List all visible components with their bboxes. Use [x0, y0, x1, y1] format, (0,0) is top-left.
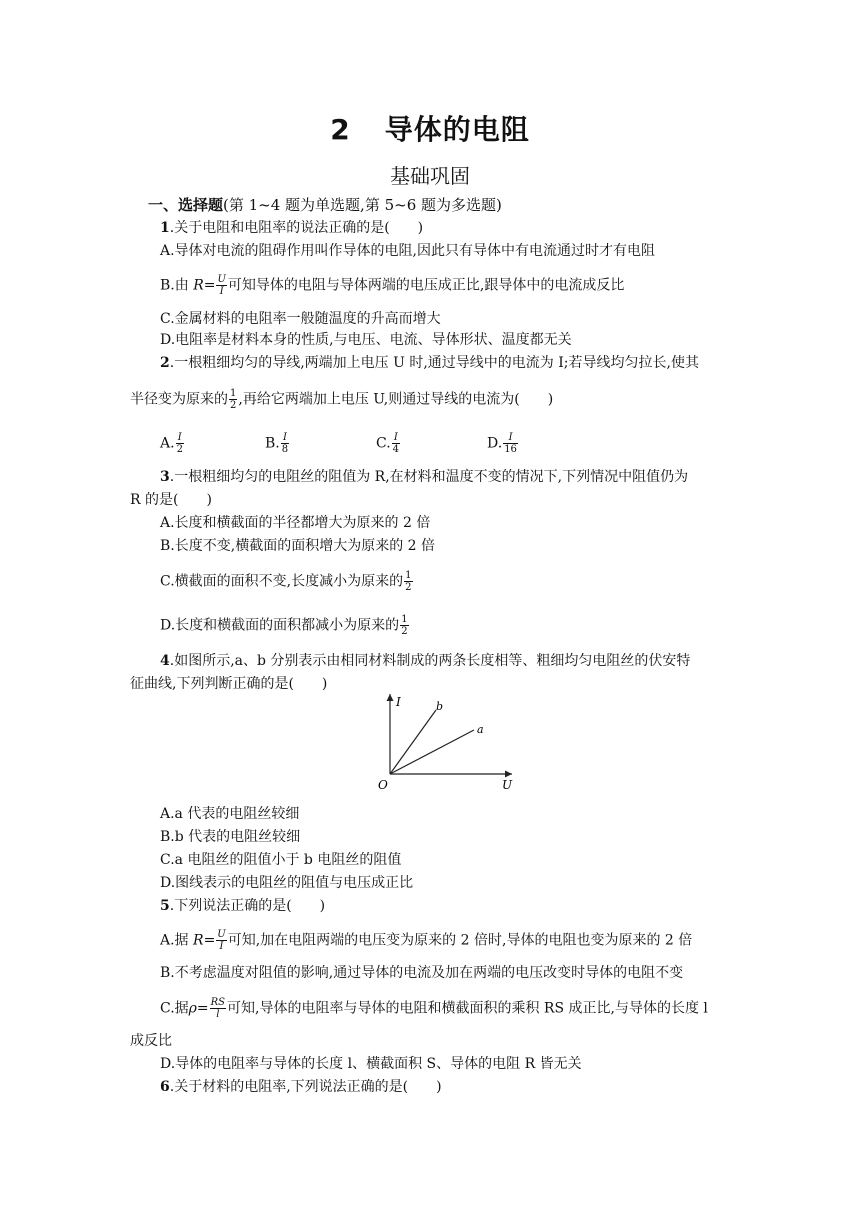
q2-option-c	[376, 432, 401, 455]
q5-option-c	[160, 997, 708, 1020]
fraction-denominator: 2	[405, 582, 412, 593]
origin-label: O	[378, 778, 388, 792]
fraction-numerator: 1	[405, 570, 412, 581]
question-number: 3	[160, 469, 170, 485]
q4-option-c: C.a 电阻丝的阻值小于 b 电阻丝的阻值	[160, 852, 402, 868]
option-label: C.	[376, 435, 391, 452]
fraction	[404, 570, 412, 593]
fraction-numerator: RS	[210, 997, 226, 1008]
iv-characteristic-figure	[370, 688, 520, 798]
question-text: .关于材料的电阻率,下列说法正确的是( )	[169, 1079, 442, 1095]
option-text: C.横截面的面积不变,长度减小为原来的	[160, 573, 404, 590]
formula-eq: =	[196, 1000, 209, 1017]
question-text: .关于电阻和电阻率的说法正确的是( )	[169, 220, 424, 236]
option-label: D.	[487, 435, 503, 452]
question-6-stem	[160, 1078, 442, 1096]
question-number: 6	[160, 1079, 170, 1095]
fraction-denominator: 2	[230, 400, 237, 411]
q3-option-c	[160, 570, 414, 593]
option-prefix: B.由	[160, 277, 194, 294]
section-label: 一、选择题	[148, 196, 224, 214]
q1-option-d: D.电阻率是材料本身的性质,与电压、电流、导体形状、温度都无关	[160, 332, 572, 348]
question-3-line1	[160, 468, 688, 486]
question-text: .下列说法正确的是( )	[169, 898, 326, 914]
q2-option-b	[265, 432, 290, 455]
formula-var: ρ	[188, 1000, 197, 1017]
fraction	[216, 929, 226, 952]
question-number: 5	[160, 898, 170, 914]
formula-var: R	[193, 932, 204, 949]
fraction-numerator: 1	[230, 388, 237, 399]
question-text: .一根粗细均匀的导线,两端加上电压 U 时,通过导线中的电流为 I;若导线均匀拉长,使其	[169, 355, 699, 371]
page-title	[0, 108, 860, 148]
formula-eq: =	[203, 932, 216, 949]
question-3-line2: R 的是( )	[130, 492, 212, 508]
fraction-denominator: I	[219, 286, 224, 297]
fraction	[392, 432, 400, 455]
question-2-line1	[160, 354, 699, 372]
q3-option-a: A.长度和横截面的半径都增大为原来的 2 倍	[160, 515, 431, 531]
fraction	[176, 432, 184, 455]
q5-option-c-cont: 成反比	[130, 1033, 172, 1049]
fraction	[400, 614, 408, 637]
fraction-numerator: 1	[401, 614, 408, 625]
line-a-label: a	[477, 723, 484, 736]
fraction	[503, 432, 518, 455]
question-number: 1	[160, 220, 170, 236]
fraction-denominator: 8	[281, 444, 289, 455]
option-text: D.长度和横截面的面积都减小为原来的	[160, 617, 400, 634]
fraction-denominator: 2	[176, 444, 183, 455]
option-text: 可知,加在电阻两端的电压变为原来的 2 倍时,导体的电阻也变为原来的 2 倍	[227, 932, 693, 949]
section-number: 2	[330, 113, 351, 146]
q5-option-a	[160, 929, 692, 952]
line-a	[390, 730, 474, 774]
q1-option-c: C.金属材料的电阻率一般随温度的升高而增大	[160, 311, 441, 327]
q1-option-b	[160, 274, 624, 297]
line-b	[390, 710, 436, 774]
question-text: 半径变为原来的	[130, 391, 228, 408]
fraction-denominator: 2	[401, 626, 408, 637]
q3-option-b: B.长度不变,横截面的面积增大为原来的 2 倍	[160, 538, 435, 554]
fraction-numerator: I	[176, 432, 184, 444]
fraction	[216, 274, 226, 297]
fraction-denominator: l	[216, 1009, 220, 1020]
fraction-numerator: I	[392, 432, 400, 444]
question-number: 2	[160, 355, 170, 371]
q4-option-a: A.a 代表的电阻丝较细	[160, 806, 300, 822]
section-note: (第 1~4 题为单选题,第 5~6 题为多选题)	[223, 196, 502, 214]
option-label: A.	[160, 435, 175, 452]
fraction-numerator: I	[281, 432, 289, 444]
line-b-label: b	[436, 700, 444, 713]
q5-option-d: D.导体的电阻率与导体的长度 l、横截面积 S、导体的电阻 R 皆无关	[160, 1056, 582, 1072]
option-prefix: C.据	[160, 1000, 189, 1017]
option-text: 可知,导体的电阻率与导体的电阻和横截面积的乘积 RS 成正比,与导体的长度 l	[227, 1000, 708, 1017]
question-text: .如图所示,a、b 分别表示由相同材料制成的两条长度相等、粗细均匀电阻丝的伏安特	[169, 653, 691, 669]
option-text: 可知导体的电阻与导体两端的电压成正比,跟导体中的电流成反比	[227, 277, 625, 294]
question-2-line2	[130, 388, 553, 411]
q2-option-a	[160, 432, 185, 455]
question-number: 4	[160, 653, 170, 669]
subtitle: 基础巩固	[390, 164, 470, 188]
fraction-denominator: 4	[392, 444, 400, 455]
fraction	[229, 388, 237, 411]
y-axis-label: I	[396, 695, 401, 709]
fraction-numerator: U	[217, 929, 226, 940]
q3-option-d	[160, 614, 410, 637]
formula-var: R	[193, 277, 204, 294]
section-heading	[148, 196, 502, 214]
fraction-numerator: U	[217, 274, 226, 285]
q2-option-d	[487, 432, 519, 455]
option-label: B.	[265, 435, 280, 452]
title-text: 导体的电阻	[384, 113, 530, 146]
question-4-line1	[160, 652, 690, 670]
fraction-numerator: I	[503, 432, 518, 444]
q4-option-b: B.b 代表的电阻丝较细	[160, 829, 301, 845]
option-prefix: A.据	[160, 932, 194, 949]
x-axis-label: U	[502, 778, 513, 792]
formula-eq: =	[203, 277, 216, 294]
fraction	[210, 997, 226, 1020]
question-text: ,再给它两端加上电压 U,则通过导线的电流为( )	[238, 391, 554, 408]
question-4-line2: 征曲线,下列判断正确的是( )	[130, 676, 328, 692]
fraction	[281, 432, 289, 455]
q5-option-b: B.不考虑温度对阻值的影响,通过导体的电流及加在两端的电压改变时导体的电阻不变	[160, 965, 684, 981]
fraction-denominator: 16	[504, 444, 517, 455]
question-5-stem	[160, 897, 325, 915]
fraction-denominator: I	[219, 941, 224, 952]
q1-option-a: A.导体对电流的阻碍作用叫作导体的电阻,因此只有导体中有电流通过时才有电阻	[160, 243, 656, 259]
q4-option-d: D.图线表示的电阻丝的阻值与电压成正比	[160, 875, 414, 891]
question-text: .一根粗细均匀的电阻丝的阻值为 R,在材料和温度不变的情况下,下列情况中阻值仍为	[169, 469, 689, 485]
question-1-stem	[160, 219, 423, 237]
